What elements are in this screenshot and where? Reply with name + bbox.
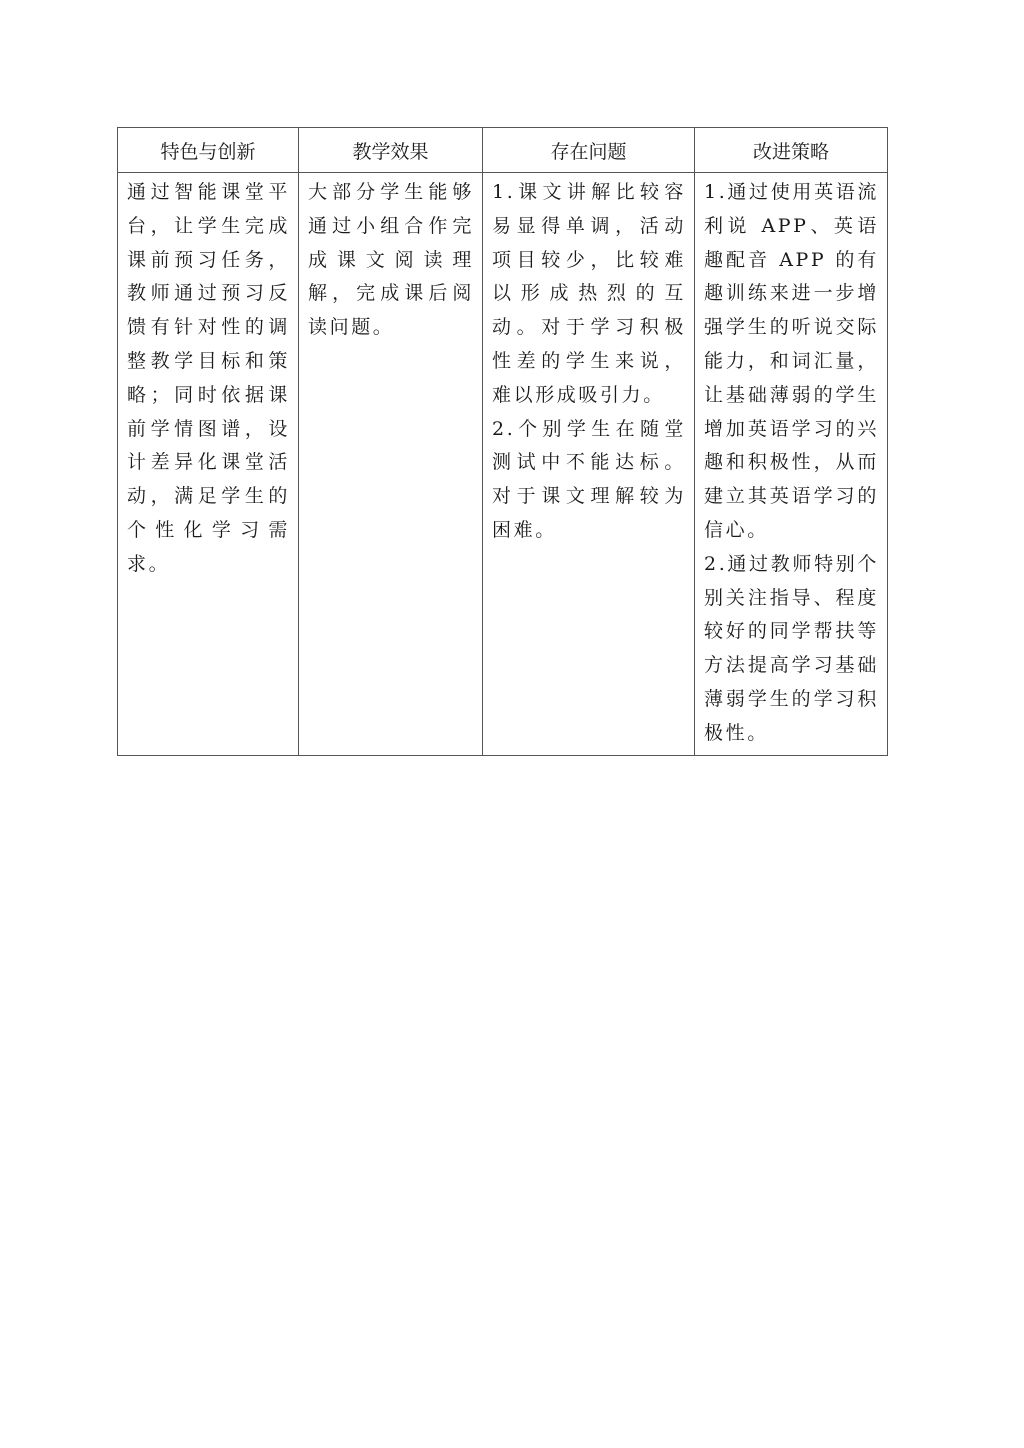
strategy-item-1: 1.通过使用英语流利说 APP、英语趣配音 APP 的有趣训练来进一步增强学生的听说交际能力，和词汇量，让基础薄弱的学生增加英语学习的兴趣和积极性，从而建立其英语学习的信心。	[704, 181, 879, 541]
cell-features	[118, 173, 299, 756]
problem-item-2: 2.个别学生在随堂测试中不能达标。对于课文理解较为困难。	[492, 417, 686, 541]
problem-item-1: 1.课文讲解比较容易显得单调，活动项目较少，比较难以形成热烈的互动。对于学习积极性差的学生来说，难以形成吸引力。	[492, 181, 686, 406]
effects-text: 大部分学生能够通过小组合作完成课文阅读理解，完成课后阅读问题。	[308, 181, 474, 339]
header-strategies: 改进策略	[695, 128, 888, 173]
strategy-item-2: 2.通过教师特别个别关注指导、程度较好的同学帮扶等方法提高学习基础薄弱学生的学习积极性。	[704, 552, 879, 744]
cell-effects	[299, 173, 483, 756]
header-effects: 教学效果	[299, 128, 483, 173]
header-features: 特色与创新	[118, 128, 299, 173]
table-header-row	[118, 128, 888, 173]
header-problems: 存在问题	[483, 128, 695, 173]
cell-problems	[483, 173, 695, 756]
cell-strategies	[695, 173, 888, 756]
teaching-reflection-table	[117, 127, 888, 756]
features-text: 通过智能课堂平台，让学生完成课前预习任务，教师通过预习反馈有针对性的调整教学目标和策略；同时依据课前学情图谱，设计差异化课堂活动，满足学生的个性化学习需求。	[127, 181, 290, 575]
table-row	[118, 173, 888, 756]
